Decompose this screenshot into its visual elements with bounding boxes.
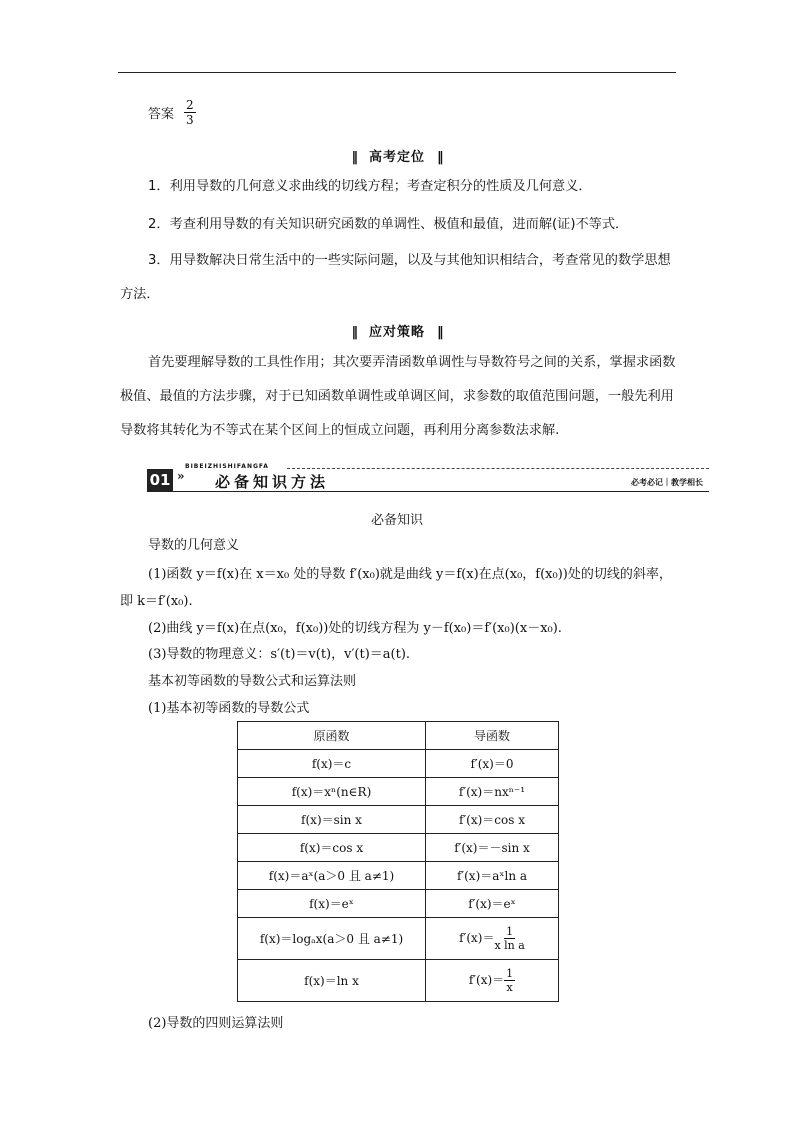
line-1: (1)函数 y＝f(x)在 x＝x₀ 处的导数 f′(x₀)就是曲线 y＝f(x)在点(x₀，f(x₀))处的切线的斜率， (148, 567, 672, 582)
table-cell-fraction (426, 918, 559, 960)
answer-numerator: 2 (186, 98, 194, 112)
subtitle: 必备知识 (370, 513, 423, 528)
strategy-paragraph (120, 346, 680, 448)
table-cell: f′(x)＝eˣ (426, 890, 559, 918)
table-cell: f′(x)＝aˣln a (426, 862, 559, 890)
section-heading-strategy (0, 321, 794, 340)
table-cell: f(x)＝ln x (238, 960, 426, 1002)
table-cell: f′(x)＝0 (426, 750, 559, 778)
line-4: (1)基本初等函数的导数公式 (148, 701, 310, 716)
banner-arrow-icon: » (177, 469, 185, 483)
table-cell: f′(x)＝nxⁿ⁻¹ (426, 778, 559, 806)
table-row (238, 778, 559, 806)
table-header: 原函数 (238, 722, 426, 750)
banner-number: 01 (147, 469, 173, 491)
banner-dashed-line (287, 468, 709, 469)
answer-fraction (184, 98, 196, 127)
formula-lhs: f′(x)＝ (468, 973, 505, 987)
fraction-numerator: 1 (506, 967, 514, 980)
answer-denominator: 3 (186, 113, 194, 127)
table-row (238, 918, 559, 960)
table-cell: f′(x)＝－sin x (426, 834, 559, 862)
table-row (238, 834, 559, 862)
heading-geometric-meaning: 导数的几何意义 (148, 538, 240, 553)
heading-title: 应对策略 (368, 325, 425, 340)
point-3 (120, 244, 680, 312)
table-row (238, 806, 559, 834)
table-cell: f(x)＝logₐx(a＞0 且 a≠1) (238, 918, 426, 960)
strategy-text: 首先要理解导数的工具性作用；其次要弄清函数单调性与导数符号之间的关系，掌握求函数极值、最值的方法步骤，对于已知函数单调性或单调区间，求参数的取值范围问题，一般先利用导数将其转化为不等式在某个区间上的恒成立问题，再利用分离参数法求解. (120, 355, 676, 438)
heading-bar-right: ‖ (437, 325, 443, 340)
answer (148, 98, 196, 127)
table-row (238, 960, 559, 1002)
table-header-row (238, 722, 559, 750)
banner-pinyin: BIBEIZHISHIFANGFA (185, 463, 269, 470)
point-1 (120, 170, 680, 204)
point-1-text: 1．利用导数的几何意义求曲线的切线方程；考查定积分的性质及几何意义． (148, 179, 592, 194)
table-cell: f(x)＝c (238, 750, 426, 778)
table-cell: f(x)＝aˣ(a＞0 且 a≠1) (238, 862, 426, 890)
banner-title: 必备知识方法 (215, 473, 330, 491)
banner-underline (147, 491, 709, 492)
table-row (238, 862, 559, 890)
fraction-numerator: 1 (506, 925, 514, 938)
derivative-table (237, 721, 559, 1002)
top-rule (118, 72, 676, 73)
heading-bar-left: ‖ (351, 325, 357, 340)
table-header: 导函数 (426, 722, 559, 750)
heading-derivative-formulas: 基本初等函数的导数公式和运算法则 (148, 674, 357, 689)
point-2-text: 2．考查利用导数的有关知识研究函数的单调性、极值和最值，进而解(证)不等式． (148, 217, 629, 232)
formula-lhs: f′(x)＝ (459, 931, 495, 945)
fraction-denominator: x (506, 981, 513, 994)
line-2: (2)曲线 y＝f(x)在点(x₀，f(x₀))处的切线方程为 y－f(x₀)＝f′(x₀)(x－x₀). (148, 621, 562, 636)
table-cell: f(x)＝sin x (238, 806, 426, 834)
answer-label: 答案 (148, 107, 175, 122)
heading-title: 高考定位 (368, 150, 425, 165)
section-banner (147, 463, 709, 493)
section-heading-gaokao (0, 146, 794, 165)
table-cell-fraction (426, 960, 559, 1002)
table-cell: f(x)＝cos x (238, 834, 426, 862)
table-row (238, 890, 559, 918)
heading-bar-left: ‖ (351, 150, 357, 165)
fraction-denominator: x ln a (494, 939, 525, 952)
point-3-text: 3．用导数解决日常生活中的一些实际问题，以及与其他知识相结合，考查常见的数学思想方法． (120, 253, 671, 302)
fraction (504, 967, 515, 994)
line-1b: 即 k＝f′(x₀). (120, 594, 193, 609)
banner-right-label: 必考必记｜教学相长 (631, 478, 703, 487)
point-2 (120, 208, 680, 242)
table-row (238, 750, 559, 778)
table-cell: f(x)＝xⁿ(n∈R) (238, 778, 426, 806)
heading-bar-right: ‖ (437, 150, 443, 165)
fraction (494, 925, 524, 952)
table-cell: f(x)＝eˣ (238, 890, 426, 918)
line-5: (2)导数的四则运算法则 (148, 1016, 284, 1031)
line-3: (3)导数的物理意义：s′(t)＝v(t)，v′(t)＝a(t). (148, 647, 411, 662)
table-cell: f′(x)＝cos x (426, 806, 559, 834)
